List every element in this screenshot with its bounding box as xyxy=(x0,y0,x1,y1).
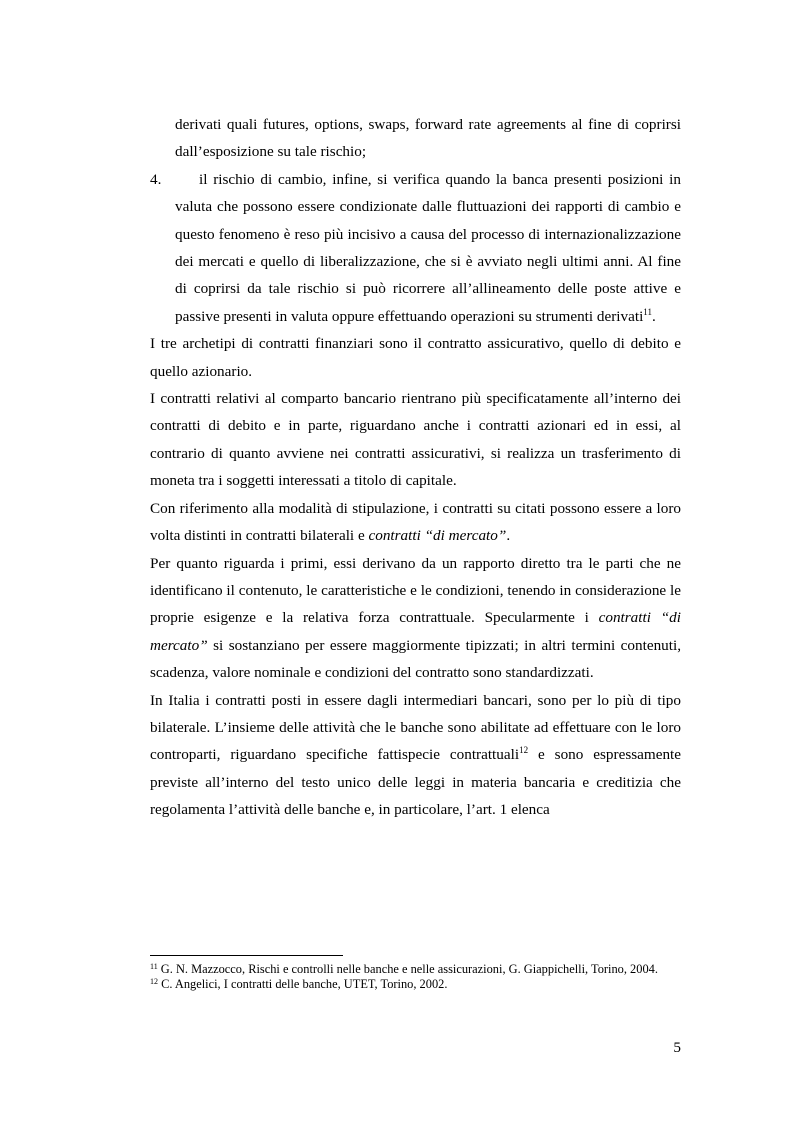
list-item-number: 4. xyxy=(150,170,162,188)
paragraph xyxy=(150,550,681,687)
paragraph-text: Per quanto riguarda i primi, essi derivano da un rapporto diretto tra le parti che ne identificano il contenuto, le caratteristiche e le condizioni, tenendo in considerazione le proprie esigenze e la relativa forza contrattuale. Specularmente i xyxy=(150,554,681,627)
page-number: 5 xyxy=(673,1039,681,1056)
footnote xyxy=(150,962,681,977)
paragraph: I contratti relativi al comparto bancario rientrano più specificatamente all’interno dei contratti di debito e in parte, riguardano anche i contratti azionari ed in essi, al contrario di quanto avviene nei contratti assicurativi, si realizza un trasferimento di moneta tra i soggetti interessati a titolo di capitale. xyxy=(150,390,681,490)
footnote-text: C. Angelici, I contratti delle banche, UTET, Torino, 2002. xyxy=(158,976,448,991)
paragraph-text: In Italia i contratti posti in essere dagli intermediari bancari, sono per lo più di tipo bilaterale. L’insieme delle attività che le banche sono abilitate ad effettuare con le loro controparti, riguardano specifiche fattispecie contrattuali xyxy=(150,691,681,764)
paragraph-text: e sono espressamente previste all’interno del testo unico delle leggi in materia bancaria e creditizia che regolamenta l’attività delle banche e, in particolare, l’art. 1 elenca xyxy=(150,746,681,819)
footnote-reference: 12 xyxy=(519,745,529,756)
paragraph xyxy=(150,495,681,550)
footnote-separator xyxy=(150,955,343,956)
paragraph-text: si sostanziano per essere maggiormente tipizzati; in altri termini contenuti, scadenza, valore nominale e condizioni del contratto sono standardizzati. xyxy=(150,636,681,682)
list-item-body: il rischio di cambio, infine, si verifica quando la banca presenti posizioni in valuta che possono essere condizionate dalle fluttuazioni dei rapporti di cambio e questo fenomeno è reso più incisivo a causa del processo di internazionalizzazione dei mercati e quello di liberalizzazione, che si è avviato negli ultimi anni. Al fine di coprirsi da tale rischio si può ricorrere all’allineamento delle poste attive e passive presenti in valuta oppure effettuando operazioni su strumenti derivati xyxy=(175,170,681,325)
body-text xyxy=(150,111,681,824)
italic-term: contratti “di mercato” xyxy=(150,609,681,654)
list-item-text xyxy=(175,166,681,330)
paragraph-text: Con riferimento alla modalità di stipulazione, i contratti su citati possono essere a loro volta distinti in contratti bilaterali e xyxy=(150,499,681,545)
paragraph xyxy=(150,687,681,824)
footnote-reference: 11 xyxy=(643,306,652,317)
list-item-4 xyxy=(150,166,681,330)
footnote-text: G. N. Mazzocco, Rischi e controlli nelle banche e nelle assicurazioni, G. Giappichelli, Torino, 2004. xyxy=(157,962,658,976)
italic-term: contratti “di mercato” xyxy=(368,527,507,545)
list-item-continuation: derivati quali futures, options, swaps, forward rate agreements al fine di coprirsi dall’esposizione su tale rischio; xyxy=(175,116,681,161)
paragraph: I tre archetipi di contratti finanziari sono il contratto assicurativo, quello di debito e quello azionario. xyxy=(150,335,681,380)
footnote-number: 11 xyxy=(150,962,158,971)
footnote-number: 12 xyxy=(150,976,158,986)
paragraph-end: . xyxy=(506,527,511,545)
footnote xyxy=(150,977,681,992)
list-item-end: . xyxy=(651,307,656,325)
footnotes xyxy=(150,962,681,991)
